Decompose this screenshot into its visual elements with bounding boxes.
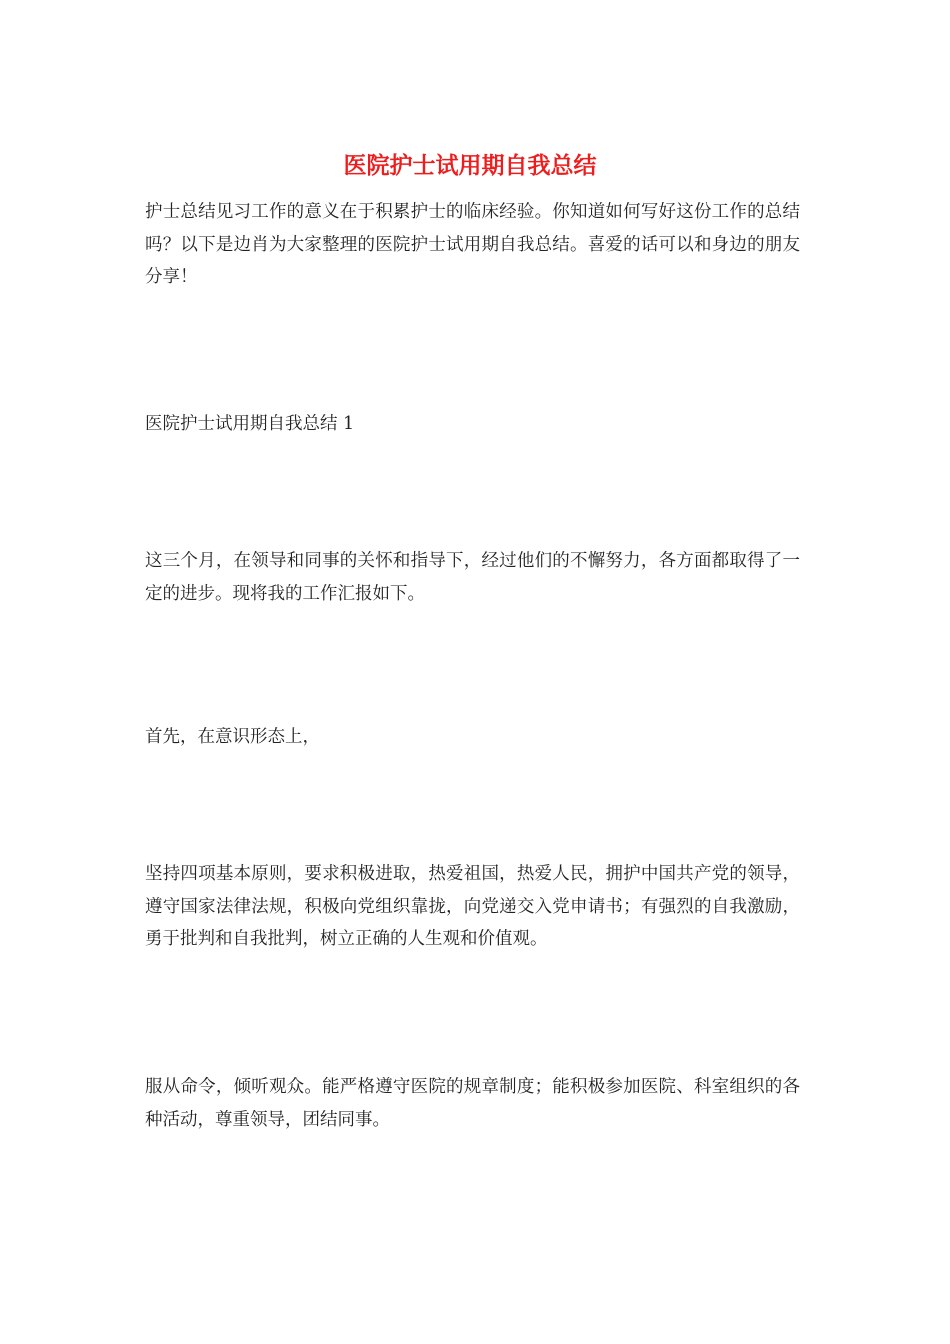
principles-paragraph: 坚持四项基本原则，要求积极进取，热爱祖国，热爱人民，拥护中国共产党的领导，遵守国家法律法规，积极向党组织靠拢，向党递交入党申请书；有强烈的自我激励，勇于批判和自我批判，树立正确的人生观和价值观。 [145, 864, 800, 949]
section-heading: 医院护士试用期自我总结 1 [145, 414, 355, 434]
intro-paragraph: 护士总结见习工作的意义在于积累护士的临床经验。你知道如何写好这份工作的总结吗？以下是边肖为大家整理的医院护士试用期自我总结。喜爱的话可以和身边的朋友分享！ [145, 202, 800, 287]
three-months-paragraph: 这三个月，在领导和同事的关怀和指导下，经过他们的不懈努力，各方面都取得了一定的进步。现将我的工作汇报如下。 [145, 551, 800, 604]
document-title: 医院护士试用期自我总结 [343, 152, 597, 179]
first-point-paragraph: 首先，在意识形态上， [145, 727, 320, 747]
discipline-paragraph: 服从命令，倾听观众。能严格遵守医院的规章制度；能积极参加医院、科室组织的各种活动，尊重领导，团结同事。 [145, 1077, 800, 1130]
